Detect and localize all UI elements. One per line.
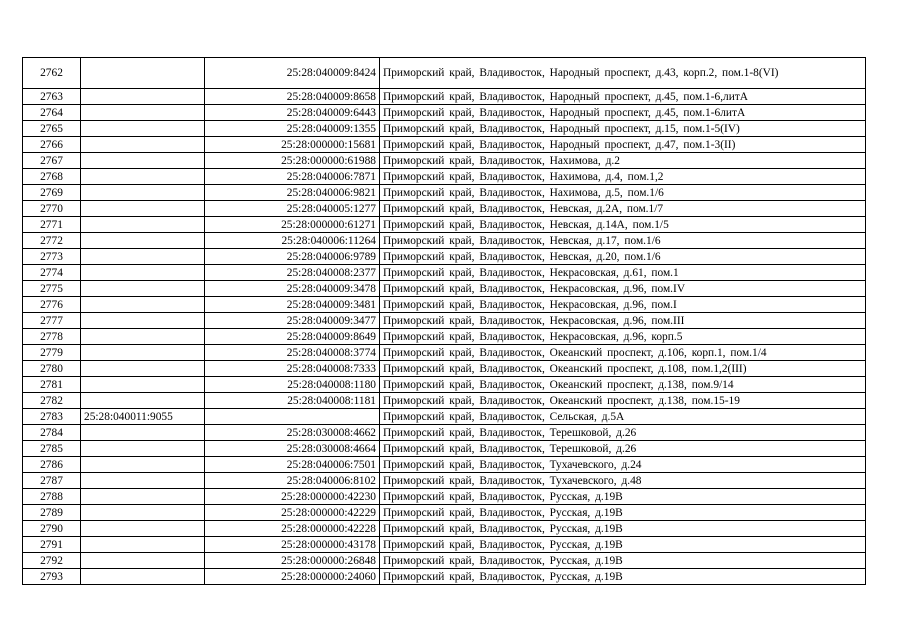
cadastral-number-a-cell (81, 121, 205, 137)
row-number-cell: 2762 (23, 58, 81, 89)
row-number-cell: 2772 (23, 233, 81, 249)
address-cell: Приморский край, Владивосток, Народный проспект, д.43, корп.2, пом.1-8(VI) (380, 58, 866, 89)
cadastral-number-b-cell: 25:28:040006:7871 (205, 169, 380, 185)
table-row (23, 105, 866, 121)
address-cell: Приморский край, Владивосток, Невская, д.17, пом.1/6 (380, 233, 866, 249)
address-cell: Приморский край, Владивосток, Русская, д.19В (380, 569, 866, 585)
row-number-cell: 2785 (23, 441, 81, 457)
cadastral-number-b-cell: 25:28:000000:61271 (205, 217, 380, 233)
table-row (23, 473, 866, 489)
table-row (23, 89, 866, 105)
table-row (23, 537, 866, 553)
row-number-cell: 2784 (23, 425, 81, 441)
row-number-cell: 2793 (23, 569, 81, 585)
address-cell: Приморский край, Владивосток, Нахимова, д.4, пом.1,2 (380, 169, 866, 185)
cadastral-number-b-cell: 25:28:040009:8424 (205, 58, 380, 89)
row-number-cell: 2788 (23, 489, 81, 505)
cadastral-number-a-cell (81, 89, 205, 105)
cadastral-number-a-cell (81, 313, 205, 329)
address-cell: Приморский край, Владивосток, Русская, д.19В (380, 553, 866, 569)
address-cell: Приморский край, Владивосток, Тухачевского, д.48 (380, 473, 866, 489)
cadastral-number-b-cell: 25:28:000000:15681 (205, 137, 380, 153)
table-row (23, 281, 866, 297)
cadastral-number-b-cell: 25:28:000000:42229 (205, 505, 380, 521)
table-row (23, 425, 866, 441)
table-row (23, 393, 866, 409)
table-row (23, 441, 866, 457)
row-number-cell: 2765 (23, 121, 81, 137)
cadastral-number-a-cell (81, 297, 205, 313)
cadastral-number-b-cell: 25:28:040008:7333 (205, 361, 380, 377)
cadastral-number-a-cell (81, 281, 205, 297)
row-number-cell: 2780 (23, 361, 81, 377)
cadastral-number-a-cell (81, 137, 205, 153)
cadastral-number-a-cell (81, 265, 205, 281)
cadastral-number-b-cell: 25:28:040009:1355 (205, 121, 380, 137)
table-row (23, 345, 866, 361)
row-number-cell: 2763 (23, 89, 81, 105)
row-number-cell: 2787 (23, 473, 81, 489)
address-cell: Приморский край, Владивосток, Народный проспект, д.45, пом.1-6литА (380, 105, 866, 121)
cadastral-number-b-cell: 25:28:040006:9789 (205, 249, 380, 265)
address-cell: Приморский край, Владивосток, Тухачевского, д.24 (380, 457, 866, 473)
cadastral-number-b-cell: 25:28:040008:1180 (205, 377, 380, 393)
table-row (23, 361, 866, 377)
row-number-cell: 2791 (23, 537, 81, 553)
row-number-cell: 2777 (23, 313, 81, 329)
table-row (23, 553, 866, 569)
document-page (22, 57, 865, 585)
table-row (23, 201, 866, 217)
table-row (23, 489, 866, 505)
address-cell: Приморский край, Владивосток, Терешковой, д.26 (380, 425, 866, 441)
cadastral-number-b-cell: 25:28:000000:61988 (205, 153, 380, 169)
row-number-cell: 2782 (23, 393, 81, 409)
table-row (23, 249, 866, 265)
row-number-cell: 2766 (23, 137, 81, 153)
table-row (23, 521, 866, 537)
cadastral-number-b-cell: 25:28:000000:24060 (205, 569, 380, 585)
row-number-cell: 2764 (23, 105, 81, 121)
row-number-cell: 2773 (23, 249, 81, 265)
row-number-cell: 2775 (23, 281, 81, 297)
table-row (23, 169, 866, 185)
row-number-cell: 2779 (23, 345, 81, 361)
row-number-cell: 2790 (23, 521, 81, 537)
table-row (23, 313, 866, 329)
row-number-cell: 2767 (23, 153, 81, 169)
row-number-cell: 2781 (23, 377, 81, 393)
table-row (23, 217, 866, 233)
row-number-cell: 2776 (23, 297, 81, 313)
table-row (23, 297, 866, 313)
cadastral-number-a-cell (81, 473, 205, 489)
row-number-cell: 2783 (23, 409, 81, 425)
cadastral-number-b-cell: 25:28:040006:8102 (205, 473, 380, 489)
cadastral-number-a-cell (81, 345, 205, 361)
address-cell: Приморский край, Владивосток, Народный проспект, д.15, пом.1-5(IV) (380, 121, 866, 137)
cadastral-number-b-cell: 25:28:030008:4662 (205, 425, 380, 441)
table-row (23, 505, 866, 521)
cadastral-number-b-cell: 25:28:000000:26848 (205, 553, 380, 569)
table-row (23, 457, 866, 473)
cadastral-number-a-cell (81, 361, 205, 377)
row-number-cell: 2792 (23, 553, 81, 569)
cadastral-number-b-cell: 25:28:040006:7501 (205, 457, 380, 473)
address-cell: Приморский край, Владивосток, Русская, д.19В (380, 505, 866, 521)
cadastral-number-a-cell (81, 201, 205, 217)
table-row (23, 329, 866, 345)
table-row (23, 137, 866, 153)
address-cell: Приморский край, Владивосток, Нахимова, д.5, пом.1/6 (380, 185, 866, 201)
address-cell: Приморский край, Владивосток, Сельская, д.5А (380, 409, 866, 425)
cadastral-number-a-cell (81, 377, 205, 393)
cadastral-number-a-cell (81, 537, 205, 553)
cadastral-number-a-cell (81, 105, 205, 121)
address-cell: Приморский край, Владивосток, Океанский проспект, д.108, пом.1,2(III) (380, 361, 866, 377)
row-number-cell: 2768 (23, 169, 81, 185)
address-cell: Приморский край, Владивосток, Некрасовская, д.96, пом.III (380, 313, 866, 329)
table-row (23, 265, 866, 281)
address-cell: Приморский край, Владивосток, Русская, д.19В (380, 537, 866, 553)
address-cell: Приморский край, Владивосток, Некрасовская, д.96, пом.IV (380, 281, 866, 297)
cadastral-number-a-cell (81, 153, 205, 169)
cadastral-number-a-cell (81, 233, 205, 249)
cadastral-number-a-cell (81, 185, 205, 201)
cadastral-number-b-cell: 25:28:000000:42228 (205, 521, 380, 537)
address-cell: Приморский край, Владивосток, Некрасовская, д.96, пом.I (380, 297, 866, 313)
cadastral-number-a-cell (81, 569, 205, 585)
row-number-cell: 2789 (23, 505, 81, 521)
cadastral-number-a-cell (81, 169, 205, 185)
address-cell: Приморский край, Владивосток, Океанский проспект, д.138, пом.15-19 (380, 393, 866, 409)
property-registry-table (22, 57, 866, 585)
table-row (23, 377, 866, 393)
row-number-cell: 2778 (23, 329, 81, 345)
cadastral-number-a-cell (81, 58, 205, 89)
registry-body (23, 58, 866, 585)
cadastral-number-b-cell: 25:28:040009:8649 (205, 329, 380, 345)
address-cell: Приморский край, Владивосток, Океанский проспект, д.106, корп.1, пом.1/4 (380, 345, 866, 361)
address-cell: Приморский край, Владивосток, Невская, д.2А, пом.1/7 (380, 201, 866, 217)
cadastral-number-b-cell (205, 409, 380, 425)
table-row (23, 185, 866, 201)
cadastral-number-b-cell: 25:28:040005:1277 (205, 201, 380, 217)
address-cell: Приморский край, Владивосток, Некрасовская, д.96, корп.5 (380, 329, 866, 345)
cadastral-number-b-cell: 25:28:000000:43178 (205, 537, 380, 553)
cadastral-number-a-cell (81, 553, 205, 569)
table-row (23, 58, 866, 89)
cadastral-number-b-cell: 25:28:040009:3481 (205, 297, 380, 313)
cadastral-number-b-cell: 25:28:040006:11264 (205, 233, 380, 249)
cadastral-number-a-cell (81, 457, 205, 473)
cadastral-number-a-cell (81, 441, 205, 457)
cadastral-number-a-cell (81, 425, 205, 441)
address-cell: Приморский край, Владивосток, Океанский проспект, д.138, пом.9/14 (380, 377, 866, 393)
cadastral-number-b-cell: 25:28:040008:3774 (205, 345, 380, 361)
cadastral-number-a-cell (81, 329, 205, 345)
cadastral-number-b-cell: 25:28:000000:42230 (205, 489, 380, 505)
row-number-cell: 2771 (23, 217, 81, 233)
address-cell: Приморский край, Владивосток, Народный проспект, д.47, пом.1-3(II) (380, 137, 866, 153)
cadastral-number-a-cell (81, 505, 205, 521)
cadastral-number-a-cell (81, 521, 205, 537)
address-cell: Приморский край, Владивосток, Народный проспект, д.45, пом.1-6,литА (380, 89, 866, 105)
table-row (23, 153, 866, 169)
cadastral-number-b-cell: 25:28:030008:4664 (205, 441, 380, 457)
row-number-cell: 2786 (23, 457, 81, 473)
cadastral-number-b-cell: 25:28:040009:6443 (205, 105, 380, 121)
address-cell: Приморский край, Владивосток, Невская, д.14А, пом.1/5 (380, 217, 866, 233)
row-number-cell: 2769 (23, 185, 81, 201)
address-cell: Приморский край, Владивосток, Некрасовская, д.61, пом.1 (380, 265, 866, 281)
address-cell: Приморский край, Владивосток, Русская, д.19В (380, 489, 866, 505)
address-cell: Приморский край, Владивосток, Терешковой, д.26 (380, 441, 866, 457)
cadastral-number-a-cell (81, 217, 205, 233)
table-row (23, 569, 866, 585)
address-cell: Приморский край, Владивосток, Русская, д.19В (380, 521, 866, 537)
cadastral-number-a-cell (81, 489, 205, 505)
table-row (23, 409, 866, 425)
cadastral-number-b-cell: 25:28:040008:2377 (205, 265, 380, 281)
cadastral-number-a-cell (81, 249, 205, 265)
cadastral-number-a-cell: 25:28:040011:9055 (81, 409, 205, 425)
table-row (23, 121, 866, 137)
address-cell: Приморский край, Владивосток, Нахимова, д.2 (380, 153, 866, 169)
cadastral-number-b-cell: 25:28:040006:9821 (205, 185, 380, 201)
row-number-cell: 2770 (23, 201, 81, 217)
cadastral-number-a-cell (81, 393, 205, 409)
cadastral-number-b-cell: 25:28:040009:3478 (205, 281, 380, 297)
table-row (23, 233, 866, 249)
cadastral-number-b-cell: 25:28:040009:3477 (205, 313, 380, 329)
row-number-cell: 2774 (23, 265, 81, 281)
cadastral-number-b-cell: 25:28:040009:8658 (205, 89, 380, 105)
address-cell: Приморский край, Владивосток, Невская, д.20, пом.1/6 (380, 249, 866, 265)
cadastral-number-b-cell: 25:28:040008:1181 (205, 393, 380, 409)
